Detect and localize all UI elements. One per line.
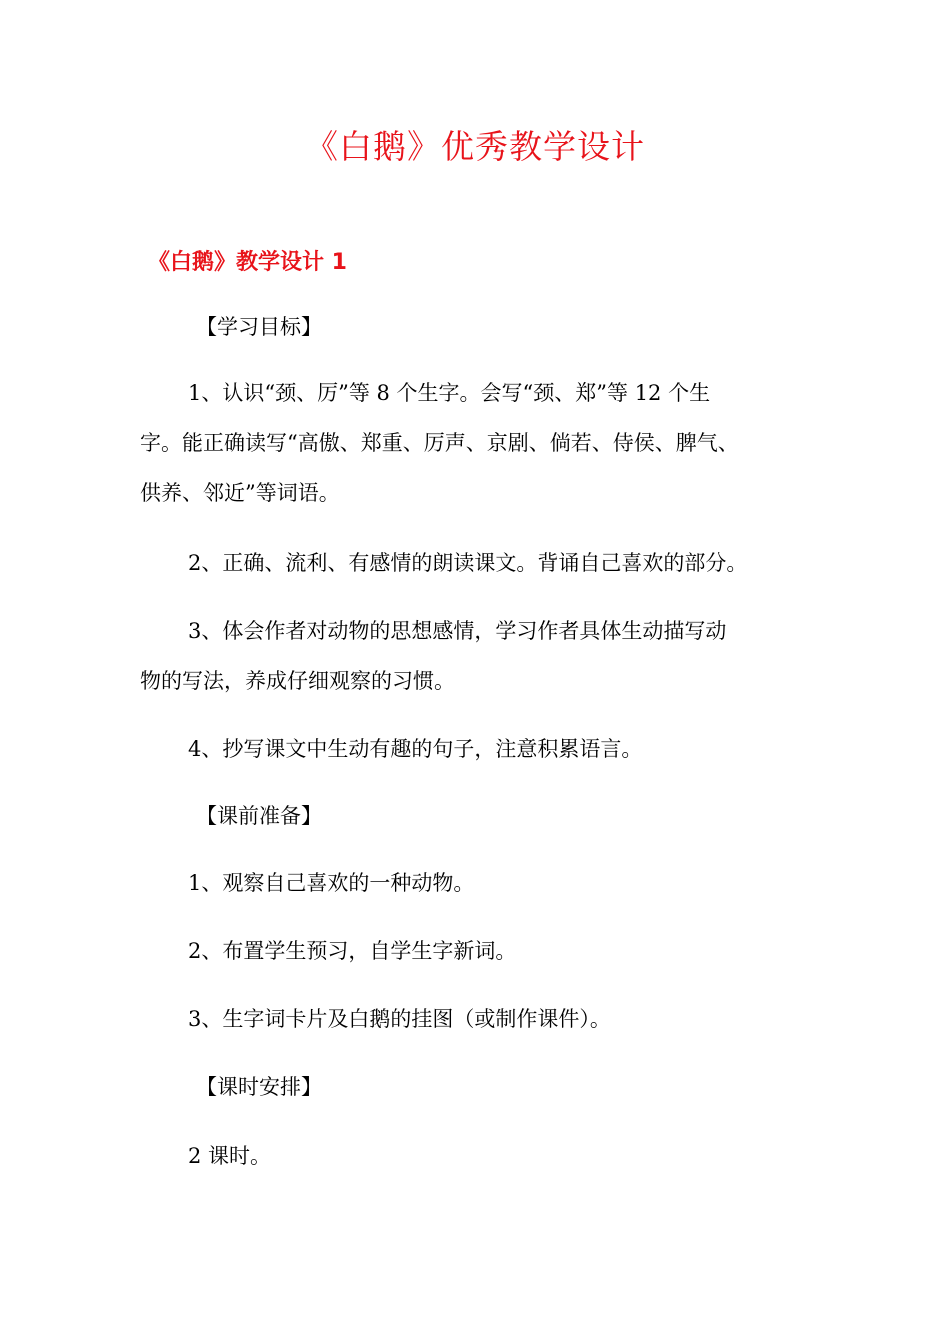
goal-item-3: [140, 606, 820, 706]
prep-item-2: 2、布置学生预习，自学生字新词。: [188, 939, 517, 963]
prep-item-3: 3、生字词卡片及白鹅的挂图（或制作课件）。: [188, 1007, 611, 1031]
document-title: 《白鹅》优秀教学设计: [305, 127, 645, 166]
goal-item-3-line-1: 3、体会作者对动物的思想感情，学习作者具体生动描写动: [188, 619, 727, 643]
prep-item-1: 1、观察自己喜欢的一种动物。: [188, 871, 475, 895]
schedule-value: 2 课时。: [188, 1144, 272, 1168]
goal-item-3-line-2: 物的写法，养成仔细观察的习惯。: [140, 669, 455, 693]
goal-item-1-line-2: 字。能正确读写“高傲、郑重、厉声、京剧、倘若、侍侯、脾气、: [140, 431, 739, 455]
goal-item-2: 2、正确、流利、有感情的朗读课文。背诵自己喜欢的部分。: [188, 551, 748, 575]
prep-heading: 【课前准备】: [196, 804, 322, 828]
goals-heading: 【学习目标】: [196, 315, 322, 339]
schedule-heading: 【课时安排】: [196, 1075, 322, 1099]
goal-item-1-line-1: 1、认识“颈、厉”等 8 个生字。会写“颈、郑”等 12 个生: [188, 381, 711, 405]
goal-item-1: [140, 368, 820, 518]
goal-item-1-line-3: 供养、邻近”等词语。: [140, 481, 340, 505]
goal-item-4: 4、抄写课文中生动有趣的句子，注意积累语言。: [188, 737, 643, 761]
section-subtitle: 《白鹅》教学设计 1: [148, 250, 347, 275]
